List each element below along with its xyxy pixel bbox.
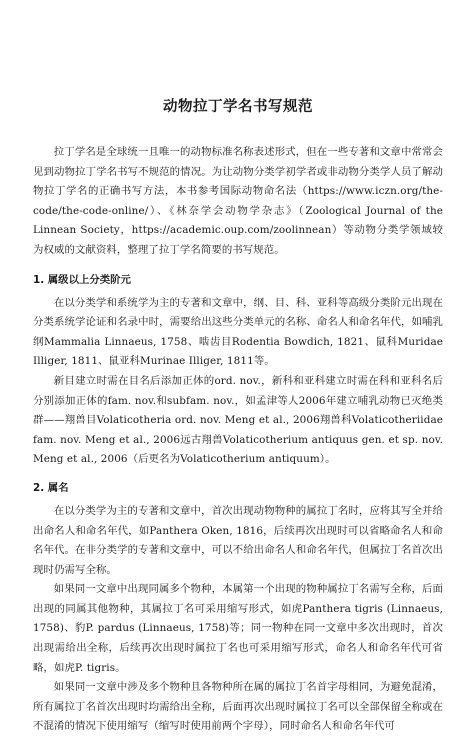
intro-paragraph: 拉丁学名是全球统一且唯一的动物标准名称表述形式，但在一些专著和文章中常常会见到动物拉丁学名书写不规范的情况。为让动物分类学初学者或非动物分类学人员了解动物拉丁学名的正确书写方法，本书参考国际动物命名法（https://www.iczn.org/the-code/the-code-online/）、《林奈学会动物学杂志》（Zoological Journal of the Linnean Society，https://academic.oup.com/zoolinnean）等动物分类学领域较为权威的文献资料，整理了拉丁学名简要的书写规范。 [33,146,443,256]
section-2-paragraph-3: 如果同一文章中涉及多个物种且各物种所在属的属拉丁名首字母相同，为避免混淆，所有属拉丁名首次出现时均需给出全称，后面再次出现时属拉丁名可以全部保留全称或在不混淆的情况下使用缩写（缩写时使用前两个字母），同时命名人和命名年代可 [33,681,443,733]
page-title: 动物拉丁学名书写规范 [163,99,313,115]
section-1-paragraph-2: 新目建立时需在目名后添加正体的ord. nov.，新科和亚科建立时需在科和亚科名后分别添加正体的fam. nov.和subfam. nov.，如孟津等人2006年建立哺乳动物已灭绝类群——翔兽目Volaticotheria ord. nov. Meng et al., 2006翔兽科Volaticotheriidae fam. nov. Meng et al., 2006远古翔兽Volaticotherium antiquus gen. et sp. nov. Meng et al., 2006（后更名为Volaticotherium antiquum）。 [33,374,443,466]
section-heading-genus-name: 2. 属名 [33,481,69,494]
section-2-paragraph-1: 在以分类学为主的专著和文章中，首次出现动物物种的属拉丁名时，应将其写全并给出命名人和命名年代，如Panthera Oken, 1816，后续再次出现时可以省略命名人和命名年代。在非分类学的专著和文章中，可以不给出命名人和命名年代，但属拉丁名首次出现时仍需写全称。 [33,504,443,576]
section-heading-higher-taxa: 1. 属级以上分类阶元 [33,273,131,286]
section-2-paragraph-2: 如果同一文章中出现同属多个物种，本属第一个出现的物种属拉丁名需写全称，后面出现的同属其他物种，其属拉丁名可采用缩写形式，如虎Panthera tigris (Linnaeus, 1758)、豹P. pardus (Linnaeus, 1758)等；同一物种在同一文章中多次出现时，首次出现需给出全称，后续再次出现时属拉丁名也可采用缩写形式，命名人和命名年代可省略，如虎P. tigris。 [33,583,443,674]
section-1-paragraph-1: 在以分类学和系统学为主的专著和文章中，纲、目、科、亚科等高级分类阶元出现在分类系统学论证和名录中时，需要给出这些分类单元的名称、命名人和命名年代，如哺乳纲Mammalia Linnaeus, 1758、啮齿目Rodentia Bowdich, 1821、鼠科Muridae Illiger, 1811、鼠亚科Murinae Illiger, 1811等。 [33,296,443,368]
document-body [33,143,443,737]
